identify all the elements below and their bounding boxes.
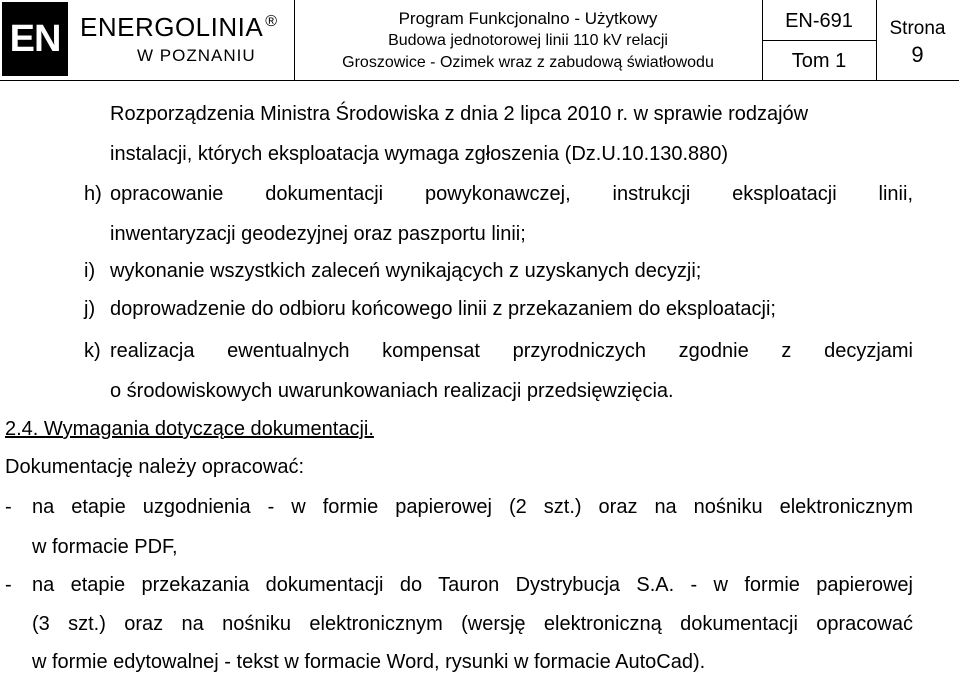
registered-mark: ® [265, 13, 278, 31]
text-line: instalacji, których eksploatacja wymaga zgłoszenia (Dz.U.10.130.880) [110, 143, 729, 165]
bullet-2-line3: w formie edytowalnej - tekst w formacie Word, rysunki w formacie AutoCad). [32, 651, 706, 673]
company-name-text: ENERGOLINIA [80, 12, 264, 42]
list-marker: h) [84, 183, 102, 205]
page-label: Strona [889, 18, 946, 39]
page-header [0, 0, 959, 81]
list-marker: k) [84, 340, 101, 362]
section-heading: 2.4. Wymagania dotyczące dokumentacji. [5, 418, 374, 440]
company-city: W POZNANIU [137, 46, 256, 65]
volume-label: Tom 1 [791, 50, 847, 72]
project-title-line1: Budowa jednotorowej linii 110 kV relacji [388, 32, 668, 49]
bullet-1-line2: w formacie PDF, [32, 536, 178, 558]
list-marker: j) [84, 298, 96, 320]
bullet-dash: - [5, 574, 12, 596]
text-line: Rozporządzenia Ministra Środowiska z dnia 2 lipca 2010 r. w sprawie rodzajów [110, 103, 809, 125]
intro-text: Dokumentację należy opracować: [5, 456, 305, 478]
company-name [80, 12, 278, 43]
list-item-i: wykonanie wszystkich zaleceń wynikających z uzyskanych decyzji; [110, 260, 702, 282]
company-logo: EN [2, 2, 68, 76]
list-item-h-line2: inwentaryzacji geodezyjnej oraz paszportu linii; [110, 223, 526, 245]
list-item-h-line1: opracowanie dokumentacji powykonawczej, instrukcji eksploatacji linii, [110, 183, 913, 205]
project-title-line2: Groszowice - Ozimek wraz z zabudową światłowodu [342, 54, 714, 71]
list-item-k-line2: o środowiskowych uwarunkowaniach realizacji przedsięwzięcia. [110, 380, 674, 402]
bullet-dash: - [5, 496, 12, 518]
list-item-k-line1: realizacja ewentualnych kompensat przyrodniczych zgodnie z decyzjami [110, 340, 913, 362]
program-title: Program Funkcjonalno - Użytkowy [398, 9, 658, 28]
header-divider [876, 0, 877, 80]
document-number: EN-691 [785, 10, 853, 32]
list-item-j: doprowadzenie do odbioru końcowego linii z przekazaniem do eksploatacji; [110, 298, 776, 320]
bullet-1-line1: na etapie uzgodnienia - w formie papierowej (2 szt.) oraz na nośniku elektronicznym [32, 496, 913, 518]
page-number: 9 [911, 42, 924, 67]
list-marker: i) [84, 260, 96, 282]
bullet-2-line2: (3 szt.) oraz na nośniku elektronicznym (wersję elektroniczną dokumentacji opracować [32, 613, 913, 635]
header-divider [762, 40, 876, 41]
bullet-2-line1: na etapie przekazania dokumentacji do Tauron Dystrybucja S.A. - w formie papierowej [32, 574, 913, 596]
